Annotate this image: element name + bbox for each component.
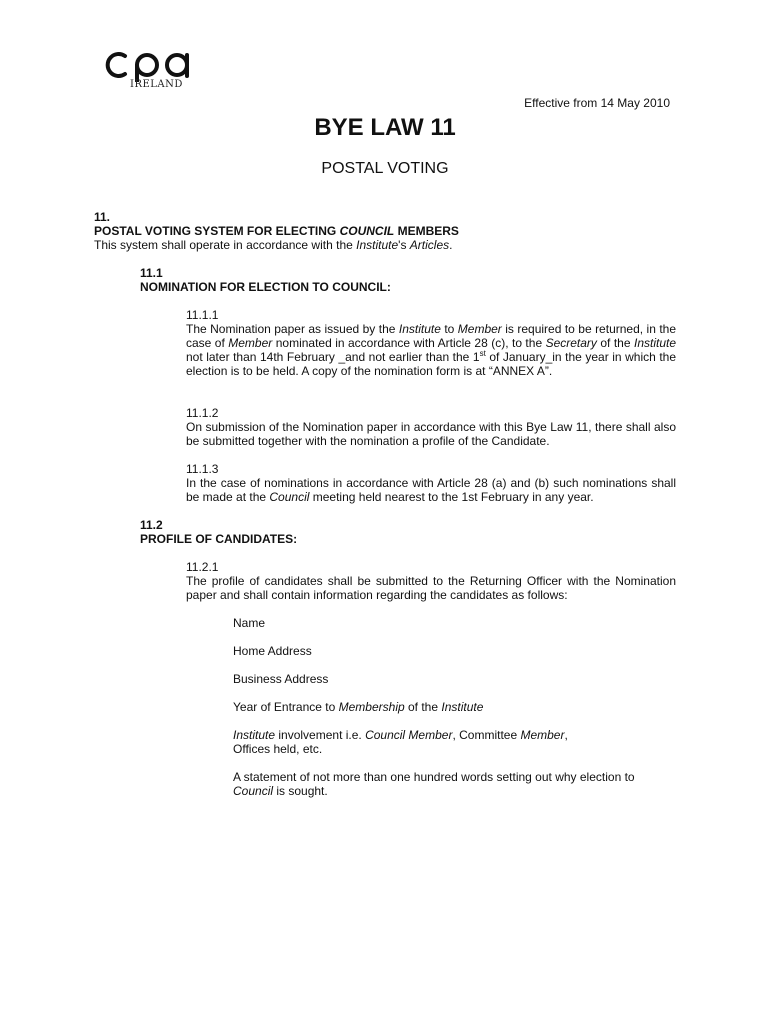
section-11-2-number: 11.2	[140, 518, 163, 532]
effective-date: Effective from 14 May 2010	[524, 96, 670, 110]
clause-11-1-1-text: The Nomination paper as issued by the Institute to Member is required to be returned, in the case of Member nominated in accordance with Article 28 (c), to the Secretary of the Institute not later than 14th February _and not earlier than the 1st of January_in the year in which the election is to be held. A copy of the nomination form is at “ANNEX A”.	[186, 322, 677, 378]
clause-11-1-3-number: 11.1.3	[186, 462, 219, 476]
statement-line-1: A statement of not more than one hundred words setting out why election to	[233, 770, 635, 784]
page-title: BYE LAW 11	[314, 114, 456, 141]
profile-item-year-of-entrance: Year of Entrance to Membership of the Institute	[233, 700, 484, 714]
profile-item-statement	[233, 770, 635, 798]
section-11-1-heading: NOMINATION FOR ELECTION TO COUNCIL:	[140, 280, 391, 294]
clause-11-2-1-number: 11.2.1	[186, 560, 219, 574]
section-11-number: 11.	[94, 210, 111, 224]
profile-item-involvement	[233, 728, 568, 756]
section-11-2-heading: PROFILE OF CANDIDATES:	[140, 532, 298, 546]
clause-11-1-2-text: On submission of the Nomination paper in accordance with this Bye Law 11, there shall also be submitted together with the nomination a profile of the Candidate.	[186, 420, 676, 448]
profile-item-name: Name	[233, 616, 266, 630]
section-11-intro: This system shall operate in accordance with the Institute's Articles.	[94, 238, 453, 252]
cpa-logo-mark	[105, 48, 197, 82]
cpa-ireland-logo	[105, 48, 197, 100]
clause-11-1-3-text: In the case of nominations in accordance with Article 28 (a) and (b) such nominations shall be made at the Council meeting held nearest to the 1st February in any year.	[186, 476, 676, 504]
profile-item-business-address: Business Address	[233, 672, 329, 686]
profile-item-home-address: Home Address	[233, 644, 312, 658]
involvement-line-1: Institute involvement i.e. Council Member, Committee Member,	[233, 728, 568, 742]
statement-line-2: Council is sought.	[233, 784, 328, 798]
clause-11-1-1-number: 11.1.1	[186, 308, 219, 322]
clause-11-1-2-number: 11.1.2	[186, 406, 219, 420]
clause-11-2-1-text: The profile of candidates shall be submitted to the Returning Officer with the Nomination paper and shall contain information regarding the candidates as follows:	[186, 574, 676, 602]
involvement-line-2: Offices held, etc.	[233, 742, 323, 756]
logo-subtext: IRELAND	[130, 79, 183, 90]
page-subtitle: POSTAL VOTING	[321, 160, 449, 177]
section-11-1-number: 11.1	[140, 266, 163, 280]
section-11-heading: POSTAL VOTING SYSTEM FOR ELECTING COUNCIL MEMBERS	[94, 224, 459, 238]
